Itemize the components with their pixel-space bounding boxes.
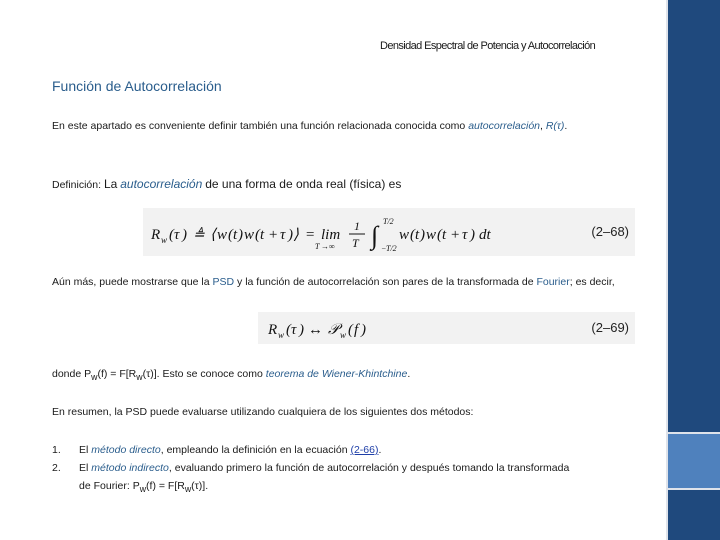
svg-text:(: ( xyxy=(228,227,233,243)
definition-paragraph xyxy=(52,175,632,195)
svg-text:): ) xyxy=(182,227,187,243)
svg-text:↔: ↔ xyxy=(308,322,323,338)
svg-text:(: ( xyxy=(255,227,260,243)
slide-header: Densidad Espectral de Potencia y Autocorrelación xyxy=(380,40,596,52)
fourier-text-c: ; es decir, xyxy=(569,276,615,288)
svg-text:(: ( xyxy=(410,227,415,243)
intro-symbol: R(τ) xyxy=(545,120,565,132)
equation-2-69-number: (2–69) xyxy=(591,320,629,335)
wiener-text-c: (τ)]. Esto se conoce como xyxy=(142,368,263,380)
svg-text:1: 1 xyxy=(354,219,360,233)
svg-text:(: ( xyxy=(169,227,174,243)
svg-text:+: + xyxy=(268,227,279,243)
equation-2-68 xyxy=(143,208,635,256)
svg-text:): ) xyxy=(470,227,475,243)
equation-2-68-graphic xyxy=(149,215,509,251)
equation-2-68-number: (2–68) xyxy=(591,224,629,239)
wiener-text: donde P xyxy=(52,368,92,380)
fourier-text-b: y la función de autocorrelación son pares de la transformada de xyxy=(237,276,534,288)
svg-text:⟨: ⟨ xyxy=(210,227,216,243)
wiener-theorem: teorema de Wiener-Khintchine xyxy=(265,368,408,380)
svg-text:w: w xyxy=(399,227,410,243)
equation-2-69 xyxy=(258,312,635,344)
method-text-b: , empleando la definición en la ecuación xyxy=(160,444,348,456)
svg-text:): ) xyxy=(420,227,425,243)
svg-text:dt: dt xyxy=(479,227,491,243)
svg-text:∫: ∫ xyxy=(371,221,379,250)
svg-text:τ: τ xyxy=(462,227,468,243)
intro-paragraph xyxy=(52,117,632,136)
wiener-text-b: (f) = F[R xyxy=(97,368,137,380)
decorative-strip-dark-bottom xyxy=(668,490,720,540)
svg-text:(: ( xyxy=(437,227,442,243)
svg-text:): ) xyxy=(299,322,304,338)
definition-text-end: de una forma de onda real (física) es xyxy=(205,177,402,191)
svg-text:R: R xyxy=(268,322,278,338)
list-item-number: 1. xyxy=(52,444,61,456)
equation-2-68-formula xyxy=(149,215,509,256)
intro-comma: , xyxy=(540,120,543,132)
wiener-sub-w2: w xyxy=(136,372,143,383)
method-text-b: , evaluando primero la función de autocorrelación y después tomando la transformada de Fourier: P xyxy=(79,462,570,492)
list-item-number: 2. xyxy=(52,462,61,474)
svg-text:t: t xyxy=(260,227,265,243)
svg-text:w: w xyxy=(161,235,168,245)
svg-text:τ: τ xyxy=(174,227,180,243)
list-item xyxy=(52,459,572,498)
svg-text:T/2: T/2 xyxy=(383,217,394,226)
svg-text:𝒫: 𝒫 xyxy=(328,322,339,338)
svg-text:=: = xyxy=(305,227,316,243)
equation-2-69-graphic xyxy=(266,316,386,340)
intro-term: autocorrelación xyxy=(468,120,540,132)
definition-term: autocorrelación xyxy=(120,177,203,191)
intro-text: En este apartado es conveniente definir también una función relacionada conocida como xyxy=(52,120,466,132)
method-text-c: . xyxy=(378,444,382,456)
svg-text:≜: ≜ xyxy=(193,228,205,243)
svg-text:lim: lim xyxy=(321,227,341,243)
fourier-text-a: Aún más, puede mostrarse que la xyxy=(52,276,210,288)
wiener-period: . xyxy=(407,368,411,380)
method-text-a: El xyxy=(79,462,89,474)
wiener-sub-w: w xyxy=(91,372,98,383)
psd-term: PSD xyxy=(212,276,235,288)
svg-text:R: R xyxy=(151,227,161,243)
svg-text:w: w xyxy=(426,227,437,243)
equation-2-66-link[interactable]: (2-66) xyxy=(350,444,379,456)
fourier-paragraph xyxy=(52,273,627,292)
section-title: Función de Autocorrelación xyxy=(52,78,222,94)
svg-text:)⟩: )⟩ xyxy=(288,227,299,243)
definition-label: Definición: xyxy=(52,179,102,191)
intro-period: . xyxy=(564,120,568,132)
definition-text-start: La xyxy=(103,177,118,191)
svg-text:(: ( xyxy=(286,322,291,338)
svg-text:t: t xyxy=(415,227,420,243)
method-text-c: (f) = F[R xyxy=(146,480,185,492)
svg-text:w: w xyxy=(217,227,228,243)
svg-text:w: w xyxy=(278,330,285,340)
svg-text:w: w xyxy=(244,227,255,243)
svg-text:): ) xyxy=(361,322,366,338)
svg-text:(: ( xyxy=(348,322,353,338)
decorative-strip-dark-top xyxy=(668,0,720,432)
svg-text:t: t xyxy=(233,227,238,243)
svg-text:T: T xyxy=(352,236,359,250)
svg-text:w: w xyxy=(340,330,347,340)
method-sub-w2: w xyxy=(184,484,192,495)
wiener-paragraph xyxy=(52,365,632,387)
methods-list xyxy=(52,441,572,498)
method-text-a: El xyxy=(79,444,89,456)
list-item xyxy=(52,441,572,459)
method-text-d: (τ)]. xyxy=(191,480,209,492)
svg-text:τ: τ xyxy=(291,322,297,338)
decorative-strip-light xyxy=(668,434,720,488)
svg-text:T: T xyxy=(315,242,320,251)
svg-text:T/2: T/2 xyxy=(386,244,397,251)
svg-text:−: − xyxy=(381,244,387,251)
method-direct: método directo xyxy=(91,444,161,456)
svg-text:+: + xyxy=(450,227,461,243)
svg-text:→∞: →∞ xyxy=(321,242,335,251)
method-indirect: método indirecto xyxy=(91,462,169,474)
method-sub-w: w xyxy=(139,484,147,495)
svg-text:τ: τ xyxy=(280,227,286,243)
svg-text:): ) xyxy=(238,227,243,243)
fourier-term: Fourier xyxy=(536,276,570,288)
equation-2-69-formula xyxy=(266,316,386,345)
svg-text:t: t xyxy=(442,227,447,243)
summary-paragraph: En resumen, la PSD puede evaluarse utilizando cualquiera de los siguientes dos métodos: xyxy=(52,406,474,418)
svg-text:f: f xyxy=(354,322,359,338)
